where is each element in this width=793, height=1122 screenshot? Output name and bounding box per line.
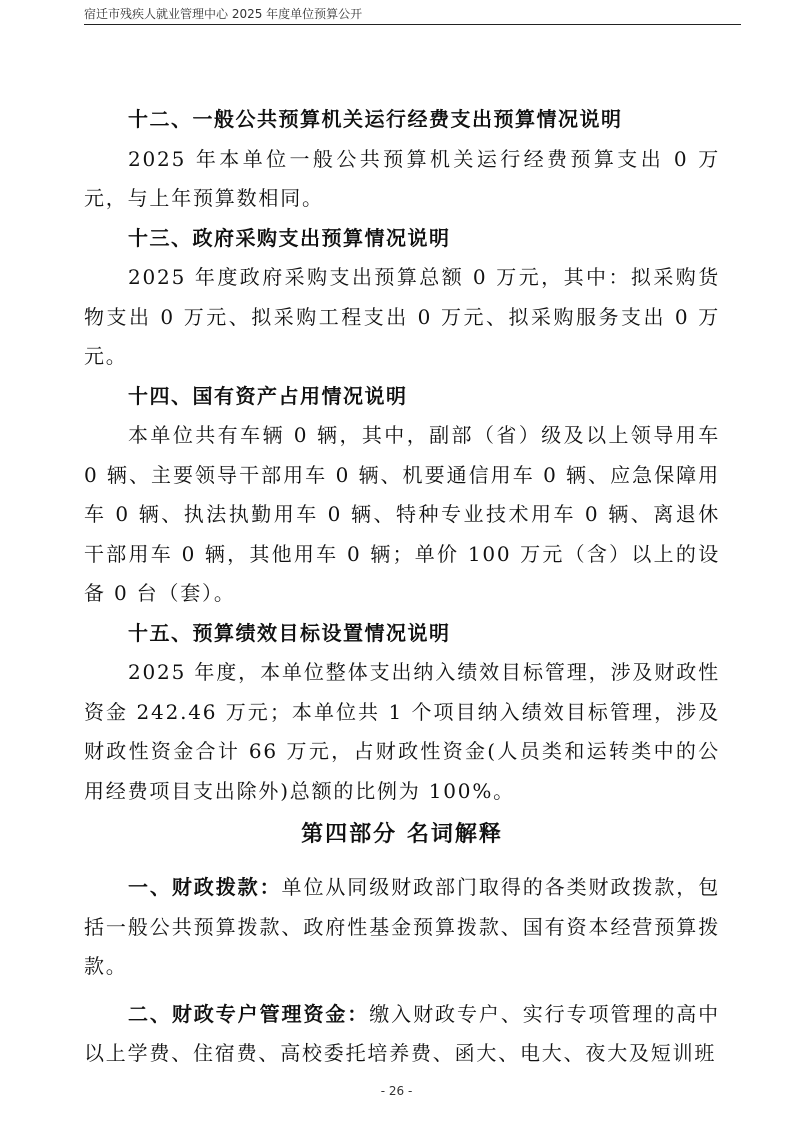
section-paragraph-14: 本单位共有车辆 0 辆，其中，副部（省）级及以上领导用车 0 辆、主要领导干部用车 0 辆、机要通信用车 0 辆、应急保障用车 0 辆、执法执勤用车 0 辆、特种专业技术用车 0 辆、离退休干部用车 0 辆，其他用车 0 辆；单价 100 万元（含）以上的设备 0 台（套）。	[84, 423, 720, 605]
definition-text: 缴入财政专户、实行专项管理的高中以上学费、住宿费、高校委托培养费、函大、电大、夜大及短训班	[84, 1001, 720, 1065]
definition-1	[84, 868, 720, 987]
section-paragraph-12: 2025 年本单位一般公共预算机关运行经费预算支出 0 万元，与上年预算数相同。	[84, 146, 720, 210]
section-heading-13: 十三、政府采购支出预算情况说明	[128, 225, 451, 250]
definition-2	[84, 995, 720, 1074]
part-title: 第四部分 名词解释	[301, 822, 503, 847]
document-body	[84, 100, 720, 1074]
section-paragraph-15: 2025 年度，本单位整体支出纳入绩效目标管理，涉及财政性资金 242.46 万元；本单位共 1 个项目纳入绩效目标管理，涉及财政性资金合计 66 万元，占财政性资金(人员类和运转类中的公用经费项目支出除外)总额的比例为 100%。	[84, 660, 720, 803]
section-heading-14: 十四、国有资产占用情况说明	[128, 383, 408, 408]
page-number: - 26 -	[380, 1084, 413, 1098]
page-header: 宿迁市残疾人就业管理中心 2025 年度单位预算公开	[84, 7, 363, 21]
section-heading-15: 十五、预算绩效目标设置情况说明	[128, 620, 451, 645]
section-heading-12: 十二、一般公共预算机关运行经费支出预算情况说明	[128, 107, 623, 131]
section-paragraph-13: 2025 年度政府采购支出预算总额 0 万元，其中：拟采购货物支出 0 万元、拟采购工程支出 0 万元、拟采购服务支出 0 万元。	[84, 265, 720, 368]
header-divider	[84, 24, 741, 25]
definition-term: 一、财政拨款：	[128, 875, 282, 899]
definition-text: 单位从同级财政部门取得的各类财政拨款，包括一般公共预算拨款、政府性基金预算拨款、国有资本经营预算拨款。	[84, 875, 720, 978]
definition-term: 二、财政专户管理资金：	[128, 1001, 370, 1026]
